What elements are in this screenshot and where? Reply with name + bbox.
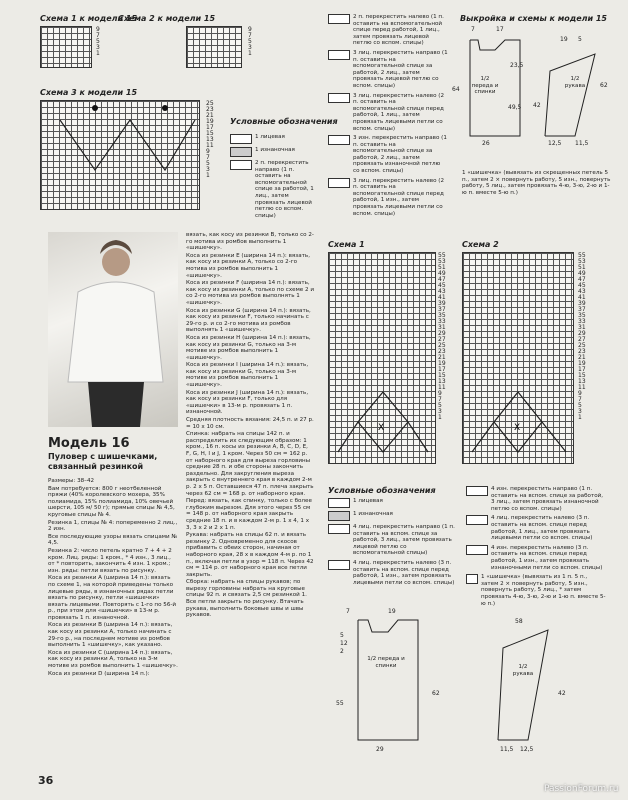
bobble-note: 1 «шишечка» (вывязать из скрещенных петель 5 п., затем 2 × повернуть работу, 5 изн., повернуть работу, 5 лиц., затем провязать 4-ю, 3-ю, 2-ю и 1-ю п. вместе 5-ю п.) xyxy=(462,170,611,196)
dim-17: 17 xyxy=(496,26,504,33)
dim-19: 19 xyxy=(560,36,568,43)
paragraph: Коса из резинки E (ширина 14 п.): вязать, как косу из резинки A, только со 2-го мотива из ромбов выполнить 1 «шишечку». xyxy=(186,252,310,279)
scheme2-bottom-rows: 55 53 51 49 47 45 43 41 39 37 35 33 31 29 27 25 23 21 19 17 15 13 11 9 7 5 3 1 xyxy=(578,252,586,421)
legend-bottom-left: 1 лицевая 1 изнаночная 4 лиц. перекрестить направо (1 п. оставить на вспом. спице за работой, 3 лиц., затем провязать лицевой петлю со вспомогательной спицы) 4 лиц. перекрестить налево (3 п. оставить на вспом. спице перед работой, 1 изн., затем провязать лицевыми петли со вспом. спицы) xyxy=(328,498,458,589)
paragraph: Сборка: набрать на спицы рукавов; по вырезу горловины набрать на круговые спицы 92 п. и связать 2,5 см резинкой 1. Все петли закрыть по рисунку. Втачать рукава, выполнить боковые швы и швы рукавов. xyxy=(186,579,307,619)
paragraph: Все последующие узоры вязать спицами № 4,5. xyxy=(48,533,178,547)
paragraph: Коса из резинки G (ширина 14 п.): вязать, как косу из резинки F, только начинать с 29-го р. и со 2-го мотива из ромбов выполнять 1 «шишечку». xyxy=(186,307,311,334)
pattern-front-label-bottom: 1/2 переда и спинки xyxy=(367,656,405,669)
scheme3-row-numbers: 25 23 21 19 17 15 13 11 9 7 5 3 1 xyxy=(206,100,214,179)
dim-23-5: 23,5 xyxy=(510,62,524,69)
scheme2-title: Схема 2 к модели 15 xyxy=(118,14,216,23)
dim-26: 26 xyxy=(482,140,490,147)
scheme2-bottom-cables xyxy=(462,252,574,464)
paragraph: Спинка: набрать на спицы 142 п. и распределить их следующим образом: 1 кром., 16 п. косы из резинки A, B, C, D, E, F, G, H, I и J, 1 кром. Через 50 см = 162 р. от наборного края для выреза горловины средние 28 п. и обе стороны закончить раздельно. Для закругления выреза закрыть с внутреннего края в каждом 2-м р. 2 х 5 п. Оставшиеся 47 п. плеча закрыть через 62 см = 168 р. от наборного края. xyxy=(186,431,314,497)
pattern-sleeve-label-bottom: 1/2 рукава xyxy=(512,664,534,677)
dim-7: 7 xyxy=(471,26,475,33)
dim-12-5-bottom: 12,5 xyxy=(520,746,534,753)
dim-58-bottom: 58 xyxy=(515,618,523,625)
watermark: PassionForum.ru xyxy=(544,784,619,794)
dim-42-bottom: 42 xyxy=(558,690,566,697)
scheme3-diamonds xyxy=(40,100,200,210)
paragraph: Коса из резинки H (ширина 14 п.): вязать, как косу из резинки G, только на 3-м мотиве из ромбов выполнить 1 «шишечку». xyxy=(186,334,311,361)
dim-29-bottom: 29 xyxy=(376,746,384,753)
dim-49-5: 49,5 xyxy=(508,104,522,111)
paragraph: Резинка 1, спицы № 4: попеременно 2 лиц., 2 изн. xyxy=(48,519,178,533)
cable-line xyxy=(60,120,195,170)
model-title: Модель 16 xyxy=(48,436,130,451)
legend-title-top: Условные обозначения xyxy=(230,117,338,126)
dim-12-bottom: 12 xyxy=(340,640,348,647)
legend-top-left: 1 лицевая 1 изнаночная 2 п. перекрестить направо (1 п. оставить на вспомогательной спице за работой, 1 лиц., затем провязать лицевой петлю со вспом. спицы) xyxy=(230,134,320,222)
paragraph: Рукава: набрать на спицы 62 п. и вязать резинку 2. Одновременно для скосов прибавить с обеих сторон, начиная от наборного края, 28 х в каждом 4-м р. по 1 п., включая петли в узор = 118 п. Через 42 см = 114 р. от наборного края все петли закрыть. xyxy=(186,532,314,578)
paragraph: Средняя плотность вязания: 24,5 п. и 27 р. = 10 х 10 см. xyxy=(186,417,314,430)
paragraph: Коса из резинки J (ширина 14 п.): вязать, как косу из резинки F, только для «шишечки» в 13-м р. провязать 1 п. изнаночной. xyxy=(186,389,309,416)
dim-12-5: 12,5 xyxy=(548,140,562,147)
paragraph: Коса из резинки F (ширина 14 п.): вязать, как косу из резинки A, только по схеме 2 и со 2-го мотива из ромбов выполнять 1 «шишечку». xyxy=(186,280,314,306)
dim-5: 5 xyxy=(578,36,582,43)
dim-64: 64 xyxy=(452,86,460,93)
paragraph: Перед: вязать, как спинку, только с более глубоким вырезом. Для этого через 55 см = 148 р. от наборного края закрыть средние 18 п. и в каждом 2-м р. 1 х 4, 1 х 3, 3 х 2 и 2 х 1 п. xyxy=(186,498,312,531)
dim-19-bottom: 19 xyxy=(388,608,396,615)
bobble-mark xyxy=(92,105,98,111)
legend-title-bottom: Условные обозначения xyxy=(328,486,436,495)
instructions-col1 xyxy=(48,478,178,678)
paragraph: Вам потребуется: 800 г неотбеленной пряжи (40% королевского мохера, 35% полиамида, 15% полиамида, 10% овечьей шерсти, 105 м/ 50 г); прямые спицы № 4,5, круговые спицы № 4. xyxy=(48,485,175,518)
dim-11-5-bottom: 11,5 xyxy=(500,746,514,753)
dim-5-bottom: 5 xyxy=(340,632,344,639)
model-subtitle: Пуловер с шишечками, связанный резинкой xyxy=(48,452,158,471)
dim-55-bottom: 55 xyxy=(336,700,344,707)
paragraph: Коса из резинки B (ширина 14 п.): вязать, как косу из резинки A, только начинать с 29-го р., на последнем мотиве из ромбов выполнить 1 «шишечку», как указано. xyxy=(48,622,173,649)
pattern-sleeve-label: 1/2 рукава xyxy=(564,76,586,89)
dim-2-bottom: 2 xyxy=(340,648,344,655)
dim-11-5: 11,5 xyxy=(575,140,589,147)
pattern-drawing-bottom xyxy=(328,600,598,750)
scheme3-title: Схема 3 к модели 15 xyxy=(40,88,138,97)
scheme1-row-numbers: 9 7 5 3 1 xyxy=(96,26,100,57)
pattern-front-label: 1/2 переда и спинки xyxy=(471,76,499,96)
legend-bottom-right: 4 изн. перекрестить направо (1 п. оставить на вспом. спице за работой, 3 лиц., затем провязать изнаночной петлю со вспом. спицы) 4 лиц. перекрестить налево (3 п. оставить на вспом. спице перед работой, 1 лиц., затем провязать лицевыми петли со вспом. спицы) 4 изн. перекрестить налево (3 п. оставить на вспом. спице перед работой, 1 изн., затем провязать изнаночными петли со вспом. спицы) 1 «шишечка» (вывязать из 1 п. 5 п., затем 2 × повернуть работу, 5 изн., повернуть работу, 5 лиц., * затем провязать 4-ю, 3-ю, 2-ю и 1-ю п. вместе 5-ю п.) xyxy=(466,486,606,610)
dim-62-bottom: 62 xyxy=(432,690,440,697)
page-number: 36 xyxy=(38,774,54,787)
scheme1-title: Схема 1 к модели 15 xyxy=(40,14,138,23)
model-illustration xyxy=(48,232,178,427)
scheme2-grid xyxy=(186,26,242,68)
cross-mark: X xyxy=(514,423,521,433)
paragraph: вязать, как косу из резинки B, только со 2-го мотива из ромбов выполнить 1 «шишечку». xyxy=(186,232,314,252)
scheme2-row-numbers: 9 7 5 3 1 xyxy=(248,26,252,57)
scheme2-bottom-title: Схема 2 xyxy=(462,240,499,249)
legend-top-right: 2 п. перекрестить налево (1 п. оставить на вспомогательной спице перед работой, 1 лиц., затем провязать лицевой петлю со вспом. спицы) 3 лиц. перекрестить направо (1 п. оставить на вспомогательной спице за работой, 2 лиц., затем провязать лицевой петлю со вспом. спицы) 3 лиц. перекрестить налево (2 п. оставить на вспомогательной спице перед работой, 1 лиц., затем провязать лицевыми петли со вспом. спицы) 3 изн. перекрестить направо (1 п. оставить на вспомогательной спице за работой, 2 лиц., затем провязать изнаночной петлю со вспом. спицы) 3 лиц. перекрестить налево (2 п. оставить на вспомогательной спице перед работой, 1 изн., затем провязать лицевыми петли со вспом. спицы) xyxy=(328,14,448,220)
paragraph: Размеры: 38–42 xyxy=(48,478,95,484)
paragraph: Коса из резинки I (ширина 14 п.): вязать, как косу из резинки G, только на 3-м мотиве из ромбов выполнить 1 «шишечку». xyxy=(186,362,309,389)
scheme1-bottom-rows: 55 53 51 49 47 45 43 41 39 37 35 33 31 29 27 25 23 21 19 17 15 13 11 9 7 5 3 1 xyxy=(438,252,446,421)
dim-42: 42 xyxy=(533,102,541,109)
scheme1-bottom-cables xyxy=(328,252,436,464)
paragraph: Коса из резинки A (ширина 14 п.): вязать по схеме 1, на которой приведены только лицевые ряды, в изнаночных рядах петли вязать по рисунку, петли «шишечки» вязать лицевыми. Повторять с 1-го по 56-й р., при этом для «шишечки» в 13-м р. провязать 1 п. изнаночной. xyxy=(48,575,177,621)
paragraph: Коса из резинки C (ширина 14 п.): вязать, как косу из резинки A, только на 3-м мотиве из ромбов выполнить 1 «шишечку». xyxy=(48,649,178,670)
dim-62: 62 xyxy=(600,82,608,89)
pattern-title: Выкройка и схемы к модели 15 xyxy=(460,14,607,23)
paragraph: Коса из резинки D (ширина 14 п.): xyxy=(48,670,150,677)
model-photo xyxy=(48,232,178,427)
instructions-col2 xyxy=(186,232,314,620)
scheme1-bottom-title: Схема 1 xyxy=(328,240,365,249)
dim-7-bottom: 7 xyxy=(346,608,350,615)
cross-mark: X xyxy=(378,423,385,433)
paragraph: Резинка 2: число петель кратно 7 + 4 + 2 кром. Лиц. ряды: 1 кром., * 4 изн., 3 лиц., от * повторить, закончить 4 изн. 1 кром.; изн. ряды: петли вязать по рисунку. xyxy=(48,547,172,574)
scheme1-grid xyxy=(40,26,92,68)
bobble-mark xyxy=(162,105,168,111)
